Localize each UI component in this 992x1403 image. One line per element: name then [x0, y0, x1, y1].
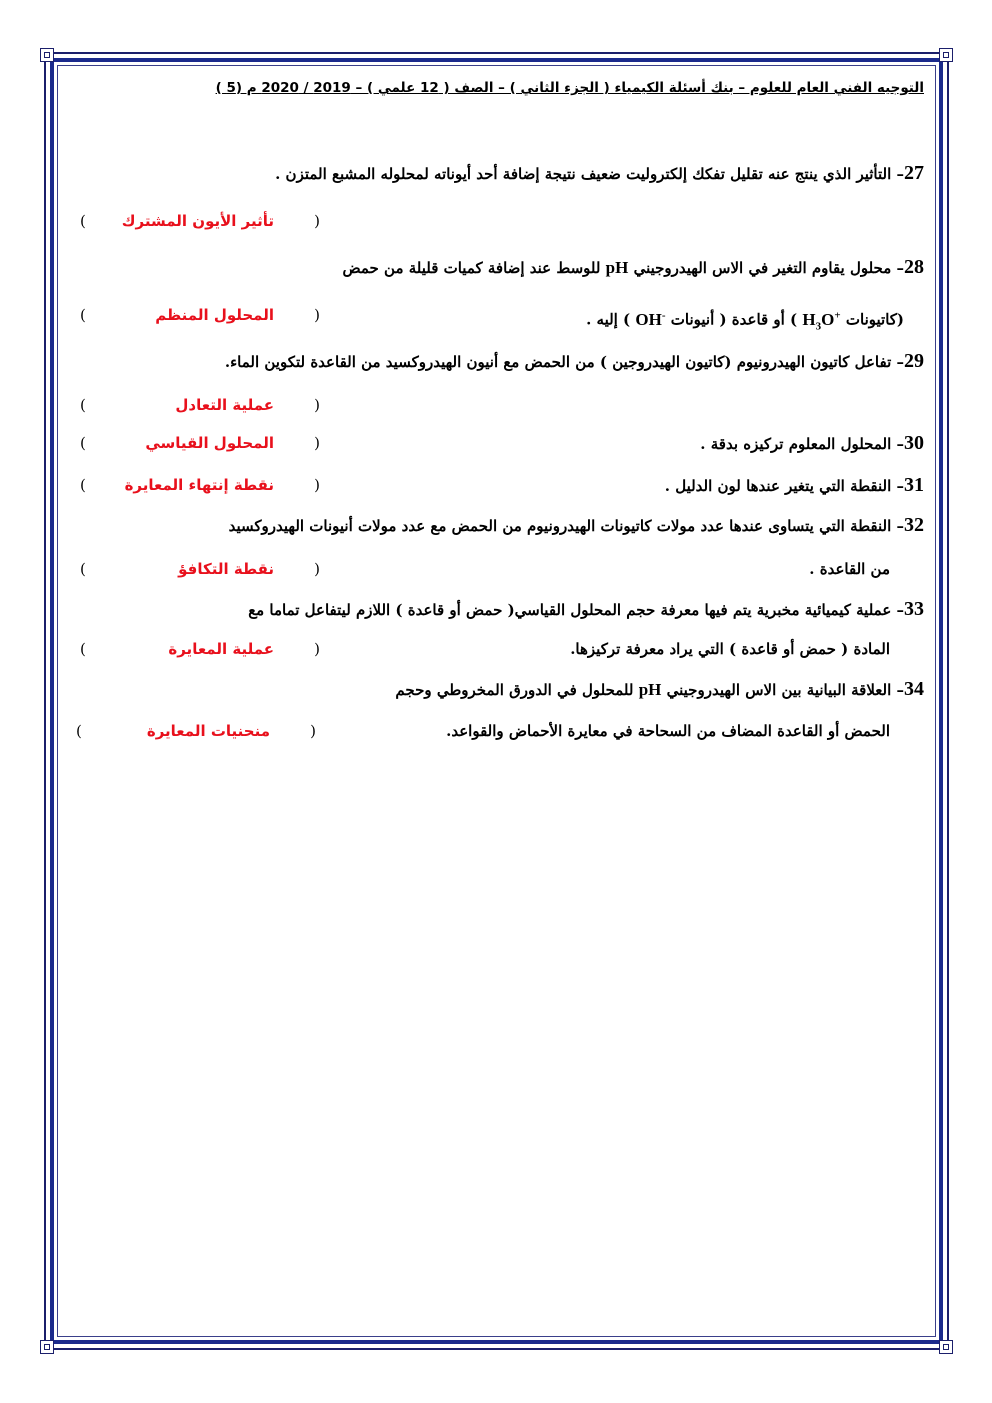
answer-box: ( المحلول المنظم )	[80, 300, 320, 330]
frame-corner-ornament	[939, 1340, 953, 1354]
question-34	[74, 674, 924, 708]
question-32	[74, 510, 924, 544]
question-30	[74, 428, 924, 462]
question-text: 27– التأثير الذي ينتج عنه تقليل تفكك إلكتروليت ضعيف نتيجة إضافة أحد أيوناته لمحلوله المشبع المتزن .	[275, 162, 924, 184]
question-33	[74, 594, 924, 628]
frame-corner-ornament	[40, 48, 54, 62]
question-number: 30	[904, 432, 924, 454]
hydroxide-formula: OH-	[635, 309, 666, 329]
answer-row-29	[74, 390, 924, 424]
question-text-continuation: الحمض أو القاعدة المضاف من السحاحة في معايرة الأحماض والقواعد.	[446, 722, 890, 740]
question-31	[74, 470, 924, 504]
frame-corner-ornament	[939, 48, 953, 62]
question-text: 30– المحلول المعلوم تركيزه بدقة .	[700, 432, 924, 454]
question-33-continuation	[74, 634, 924, 668]
question-text: 31– النقطة التي يتغير عندها لون الدليل .	[664, 474, 924, 496]
answer-text: نقطة التكافؤ	[178, 560, 274, 578]
answer-box: ( عملية التعادل )	[80, 390, 320, 420]
question-28-continuation	[74, 300, 924, 334]
question-number: 34	[904, 678, 924, 700]
question-32-continuation	[74, 554, 924, 588]
question-number: 27	[904, 162, 924, 184]
question-number: 33	[904, 598, 924, 620]
question-text-continuation: من القاعدة .	[809, 560, 890, 578]
question-number: 29	[904, 350, 924, 372]
question-text: 34– العلاقة البيانية بين الاس الهيدروجيني pH للمحلول في الدورق المخروطي وحجم	[395, 678, 924, 700]
question-number: 28	[904, 256, 924, 278]
question-29	[74, 346, 924, 380]
question-text-continuation: المادة ( حمض أو قاعدة ) التي يراد معرفة تركيزها.	[570, 640, 890, 658]
frame-corner-ornament	[40, 1340, 54, 1354]
answer-box: ( منحنيات المعايرة )	[76, 716, 316, 746]
answer-text: منحنيات المعايرة	[146, 722, 270, 740]
answer-box: ( نقطة إنتهاء المعايرة )	[80, 470, 320, 500]
hydronium-formula: $H_3O^+$	[802, 309, 841, 333]
question-text-continuation: (كاتيونات $H_3O^+$ ) أو قاعدة ( أنيونات OH- ) إليه .	[586, 309, 904, 333]
answer-box: ( عملية المعايرة )	[80, 634, 320, 664]
answer-text: عملية التعادل	[175, 396, 274, 414]
answer-text: المحلول القياسي	[145, 434, 274, 452]
question-27	[74, 158, 924, 192]
question-28	[74, 252, 924, 286]
answer-box: ( تأثير الأيون المشترك )	[80, 206, 320, 236]
question-number: 32	[904, 514, 924, 536]
question-34-continuation	[74, 716, 924, 750]
answer-text: تأثير الأيون المشترك	[121, 212, 274, 230]
question-text: 33– عملية كيميائية مخبرية يتم فيها معرفة حجم المحلول القياسي( حمض أو قاعدة ) اللازم ليتفاعل تماما مع	[248, 598, 924, 620]
page-header: التوجيه الفني العام للعلوم – بنك أسئلة الكيمياء ( الجزء الثاني ) – الصف ( 12 علمي ) – 2019 / 2020 م (5 )	[215, 80, 924, 96]
question-text: 32– النقطة التي يتساوى عندها عدد مولات كاتيونات الهيدرونيوم من الحمض مع عدد مولات أنيونات الهيدروكسيد	[228, 514, 924, 536]
answer-text: نقطة إنتهاء المعايرة	[124, 476, 274, 494]
answer-box: ( المحلول القياسي )	[80, 428, 320, 458]
question-text: 28– محلول يقاوم التغير في الاس الهيدروجيني pH للوسط عند إضافة كميات قليلة من حمض	[342, 256, 924, 278]
question-number: 31	[904, 474, 924, 496]
answer-text: عملية المعايرة	[168, 640, 274, 658]
answer-box: ( نقطة التكافؤ )	[80, 554, 320, 584]
question-text: 29– تفاعل كاتيون الهيدرونيوم (كاتيون الهيدروجين ) من الحمض مع أنيون الهيدروكسيد من القاعدة لتكوين الماء.	[224, 350, 924, 372]
answer-row-27	[74, 206, 924, 240]
answer-text: المحلول المنظم	[155, 306, 274, 324]
